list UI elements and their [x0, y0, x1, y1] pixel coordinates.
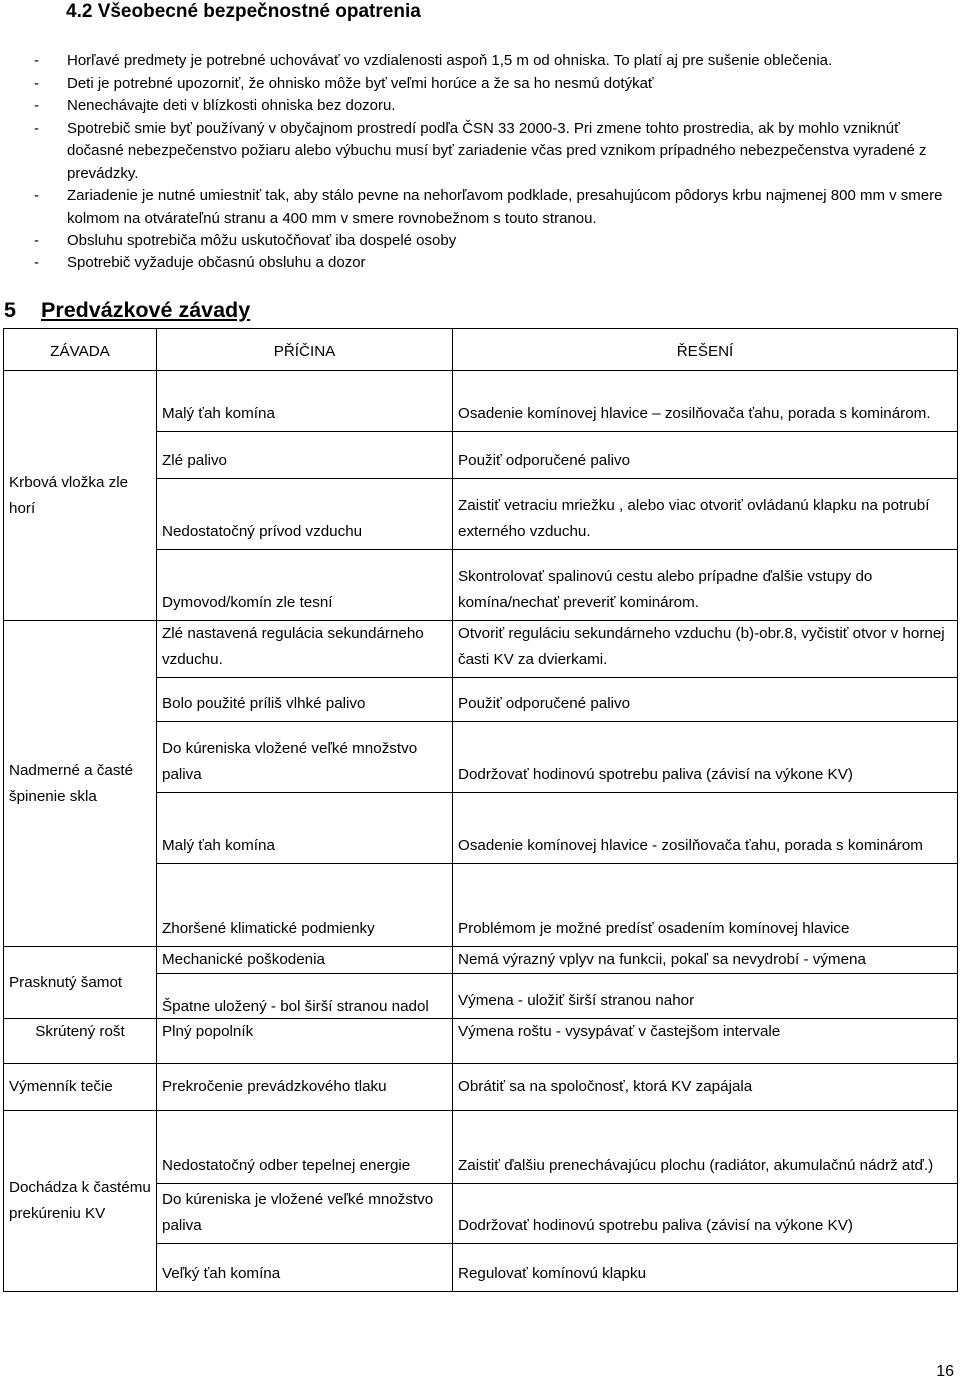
problem-cell: Skrútený rošt: [4, 1019, 157, 1064]
problem-cell: Krbová vložka zle horí: [4, 371, 157, 621]
header-problem: ZÁVADA: [4, 329, 157, 371]
solution-cell: Použiť odporučené palivo: [453, 432, 958, 479]
table-row: [4, 621, 958, 678]
header-solution: ŘEŠENÍ: [453, 329, 958, 371]
solution-cell: Zaistiť ďalšiu prenechávajúcu plochu (radiátor, akumulačnú nádrž atď.): [453, 1111, 958, 1184]
list-item-text: Zariadenie je nutné umiestniť tak, aby stálo pevne na nehorľavom podklade, presahujúcom pôdorys krbu najmenej 800 mm v smere kolmom na otvárateľnú stranu a 400 mm v smere rovnobežnom s touto stranou.: [67, 187, 943, 227]
table-row: [4, 371, 958, 432]
list-item: - Spotrebič vyžaduje občasnú obsluhu a dozor: [34, 254, 366, 271]
section-5-heading: [4, 296, 250, 324]
solution-cell: Otvoriť reguláciu sekundárneho vzduchu (b)-obr.8, vyčistiť otvor v hornej časti KV za dvierkami.: [453, 621, 958, 678]
solution-cell: Použiť odporučené palivo: [453, 678, 958, 722]
list-item: - Deti je potrebné upozorniť, že ohnisko môže byť veľmi horúce a že sa ho nesmú dotýkať: [34, 74, 654, 92]
cause-cell: Malý ťah komína: [157, 371, 453, 432]
list-item: - Spotrebič smie byť používaný v obyčajnom prostredí podľa ČSN 33 2000-3. Pri zmene tohto prostredia, ak by mohlo vzniknúť dočasné nebezpečenstvo požiaru alebo výbuchu musí byť zariadenie včas pred vznikom prípadného nebezpečenstva vyradené z prevádzky.: [34, 119, 927, 182]
cause-cell: Do kúreniska je vložené veľké množstvo paliva: [157, 1184, 453, 1244]
problem-cell: Výmenník tečie: [4, 1064, 157, 1111]
table-row: [4, 1111, 958, 1184]
list-item-text: Spotrebič vyžaduje občasnú obsluhu a dozor: [67, 254, 366, 271]
solution-cell: Osadenie komínovej hlavice – zosilňovača ťahu, porada s kominárom.: [453, 371, 958, 432]
cause-cell: Dymovod/komín zle tesní: [157, 550, 453, 621]
solution-cell: Osadenie komínovej hlavice - zosilňovača ťahu, porada s kominárom: [453, 793, 958, 864]
cause-cell: Mechanické poškodenia: [157, 947, 453, 974]
list-item-text: Deti je potrebné upozorniť, že ohnisko môže byť veľmi horúce a že sa ho nesmú dotýkať: [67, 74, 654, 92]
solution-cell: Obrátiť sa na spoločnosť, ktorá KV zapájala: [453, 1064, 958, 1111]
cause-cell: Nedostatočný prívod vzduchu: [157, 479, 453, 550]
problem-cell: Prasknutý šamot: [4, 947, 157, 1019]
cause-cell: Prekročenie prevádzkového tlaku: [157, 1064, 453, 1111]
cause-cell: Špatne uložený - bol širší stranou nadol: [157, 974, 453, 1019]
solution-cell: Regulovať komínovú klapku: [453, 1244, 958, 1292]
cause-cell: Plný popolník: [157, 1019, 453, 1064]
header-cause: PŘÍČINA: [157, 329, 453, 371]
list-item: - Nenechávajte deti v blízkosti ohniska bez dozoru.: [34, 97, 396, 114]
problem-cell: Dochádza k častému prekúreniu KV: [4, 1111, 157, 1292]
solution-cell: Nemá výrazný vplyv na funkcii, pokaľ sa nevydrobí - výmena: [453, 947, 958, 974]
cause-cell: Nedostatočný odber tepelnej energie: [157, 1111, 453, 1184]
list-item-text: Spotrebič smie byť používaný v obyčajnom prostredí podľa ČSN 33 2000-3. Pri zmene tohto prostredia, ak by mohlo vzniknúť dočasné nebezpečenstvo požiaru alebo výbuchu musí byť zariadenie včas pred vznikom prípadného nebezpečenstva vyradené z prevádzky.: [67, 119, 927, 182]
solution-cell: Dodržovať hodinovú spotrebu paliva (závisí na výkone KV): [453, 1184, 958, 1244]
list-item: - Horľavé predmety je potrebné uchovávať vo vzdialenosti aspoň 1,5 m od ohniska. To platí aj pre sušenie oblečenia.: [34, 52, 833, 69]
list-item: - Obsluhu spotrebiča môžu uskutočňovať iba dospelé osoby: [34, 232, 457, 249]
section-number: 5: [4, 298, 16, 322]
cause-cell: Zlé nastavená regulácia sekundárneho vzduchu.: [157, 621, 453, 678]
cause-cell: Bolo použité príliš vlhké palivo: [157, 678, 453, 722]
table-header-row: [4, 329, 958, 371]
list-item-text: Horľavé predmety je potrebné uchovávať vo vzdialenosti aspoň 1,5 m od ohniska. To platí aj pre sušenie oblečenia.: [67, 52, 833, 69]
solution-cell: Problémom je možné predísť osadením komínovej hlavice: [453, 864, 958, 947]
table-row: [4, 1064, 958, 1111]
solution-cell: Výmena roštu - vysypávať v častejšom intervale: [453, 1019, 958, 1064]
list-item-text: Nenechávajte deti v blízkosti ohniska bez dozoru.: [67, 97, 396, 114]
list-item: - Zariadenie je nutné umiestniť tak, aby stálo pevne na nehorľavom podklade, presahujúcom pôdorys krbu najmenej 800 mm v smere kolmom na otvárateľnú stranu a 400 mm v smere rovnobežnom s touto stranou.: [34, 187, 943, 227]
table-row: [4, 947, 958, 974]
faults-table: [3, 328, 958, 1292]
solution-cell: Dodržovať hodinovú spotrebu paliva (závisí na výkone KV): [453, 722, 958, 793]
cause-cell: Zlé palivo: [157, 432, 453, 479]
table-row: [4, 1019, 958, 1064]
list-item-text: Obsluhu spotrebiča môžu uskutočňovať iba dospelé osoby: [67, 232, 457, 249]
solution-cell: Výmena - uložiť širší stranou nahor: [453, 974, 958, 1019]
cause-cell: Zhoršené klimatické podmienky: [157, 864, 453, 947]
cause-cell: Veľký ťah komína: [157, 1244, 453, 1292]
solution-cell: Skontrolovať spalinovú cestu alebo prípadne ďalšie vstupy do komína/nechať preveriť kominárom.: [453, 550, 958, 621]
page-number: 16: [936, 1363, 954, 1380]
problem-cell: Nadmerné a časté špinenie skla: [4, 621, 157, 947]
safety-rules-list: [34, 50, 952, 274]
section-4-2-heading: 4.2 Všeobecné bezpečnostné opatrenia: [66, 1, 421, 22]
section-title: Predvázkové závady: [41, 298, 251, 322]
solution-cell: Zaistiť vetraciu mriežku , alebo viac otvoriť ovládanú klapku na potrubí externého vzduchu.: [453, 479, 958, 550]
cause-cell: Malý ťah komína: [157, 793, 453, 864]
cause-cell: Do kúreniska vložené veľké množstvo paliva: [157, 722, 453, 793]
